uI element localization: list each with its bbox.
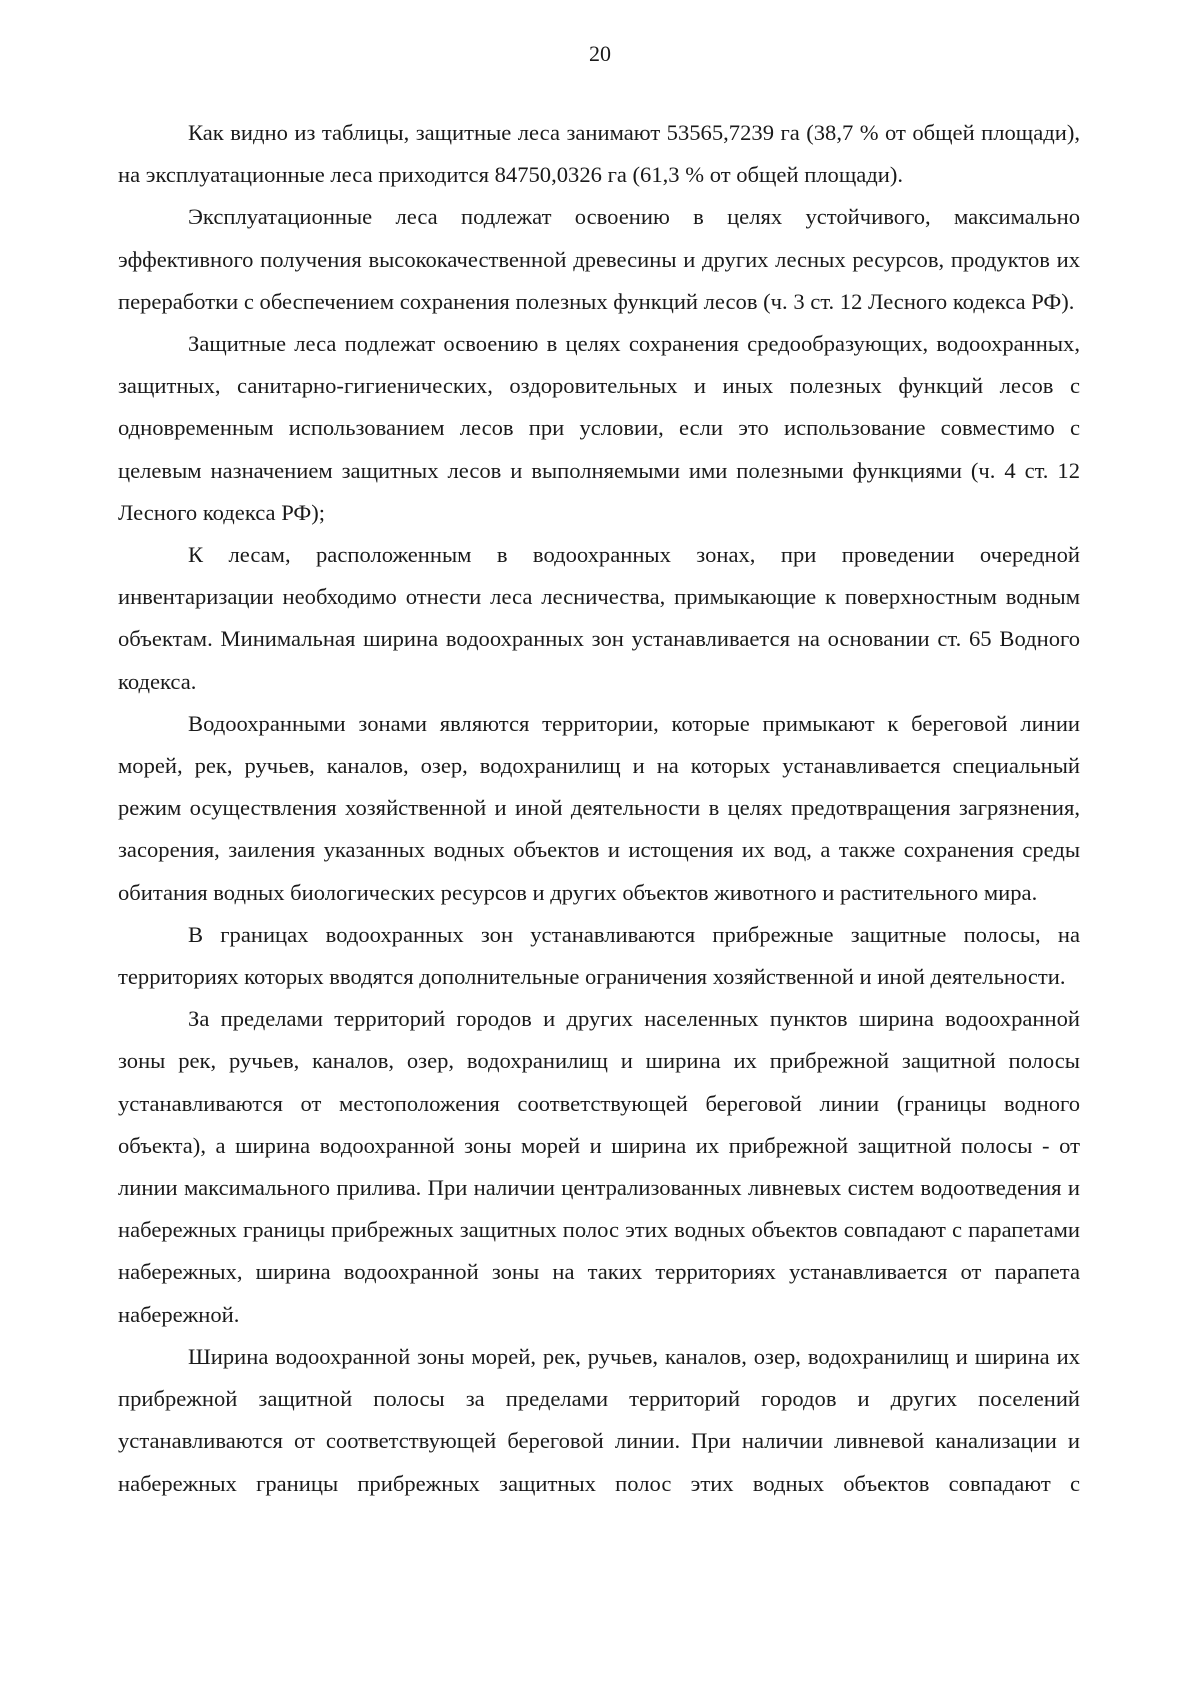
page-number: 20 bbox=[589, 41, 611, 66]
paragraph-coastal-protective-strips: В границах водоохранных зон устанавливаются прибрежные защитные полосы, на территориях которых вводятся дополнительные ограничения хозяйственной и иной деятельности. bbox=[118, 921, 1080, 990]
paragraph-zone-width-continued: Ширина водоохранной зоны морей, рек, ручьев, каналов, озер, водохранилищ и ширина их прибрежной защитной полосы за пределами территорий городов и других поселений устанавливаются от соответствующей береговой линии. При наличии ливневой канализации и набережных границы прибрежных защитных полос этих водных объектов совпадают с bbox=[118, 1343, 1080, 1496]
document-body bbox=[118, 112, 1080, 1505]
paragraph-exploitation-forests: Эксплуатационные леса подлежат освоению в целях устойчивого, максимально эффективного получения высококачественной древесины и других лесных ресурсов, продуктов их переработки с обеспечением сохранения полезных функций лесов (ч. 3 ст. 12 Лесного кодекса РФ). bbox=[118, 204, 1080, 314]
paragraph-zone-width-outside-cities: За пределами территорий городов и других населенных пунктов ширина водоохранной зоны рек, ручьев, каналов, озер, водохранилищ и ширина их прибрежной защитной полосы устанавливаются от местоположения соответствующей береговой линии (границы водного объекта), а ширина водоохранной зоны морей и ширина их прибрежной защитной полосы - от линии максимального прилива. При наличии централизованных ливневых систем водоотведения и набережных границы прибрежных защитных полос этих водных объектов совпадают с парапетами набережных, ширина водоохранной зоны на таких территориях устанавливается от парапета набережной. bbox=[118, 1006, 1080, 1327]
paragraph-water-protection-zones-definition: Водоохранными зонами являются территории, которые примыкают к береговой линии морей, рек, ручьев, каналов, озер, водохранилищ и на которых устанавливается специальный режим осуществления хозяйственной и иной деятельности в целях предотвращения загрязнения, засорения, заиления указанных водных объектов и истощения их вод, а также сохранения среды обитания водных биологических ресурсов и других объектов животного и растительного мира. bbox=[118, 710, 1080, 905]
paragraph-water-protection-forests: К лесам, расположенным в водоохранных зонах, при проведении очередной инвентаризации необходимо отнести леса лесничества, примыкающие к поверхностным водным объектам. Минимальная ширина водоохранных зон устанавливается на основании ст. 65 Водного кодекса. bbox=[118, 542, 1080, 694]
paragraph-protective-forests: Защитные леса подлежат освоению в целях сохранения средообразующих, водоохранных, защитных, санитарно-гигиенических, оздоровительных и иных полезных функций лесов с одновременным использованием лесов при условии, если это использование совместимо с целевым назначением защитных лесов и выполняемыми ими полезными функциями (ч. 4 ст. 12 Лесного кодекса РФ); bbox=[118, 331, 1080, 525]
paragraph-protective-forest-share: Как видно из таблицы, защитные леса занимают 53565,7239 га (38,7 % от общей площади), на эксплуатационные леса приходится 84750,0326 га (61,3 % от общей площади). bbox=[118, 120, 1080, 188]
